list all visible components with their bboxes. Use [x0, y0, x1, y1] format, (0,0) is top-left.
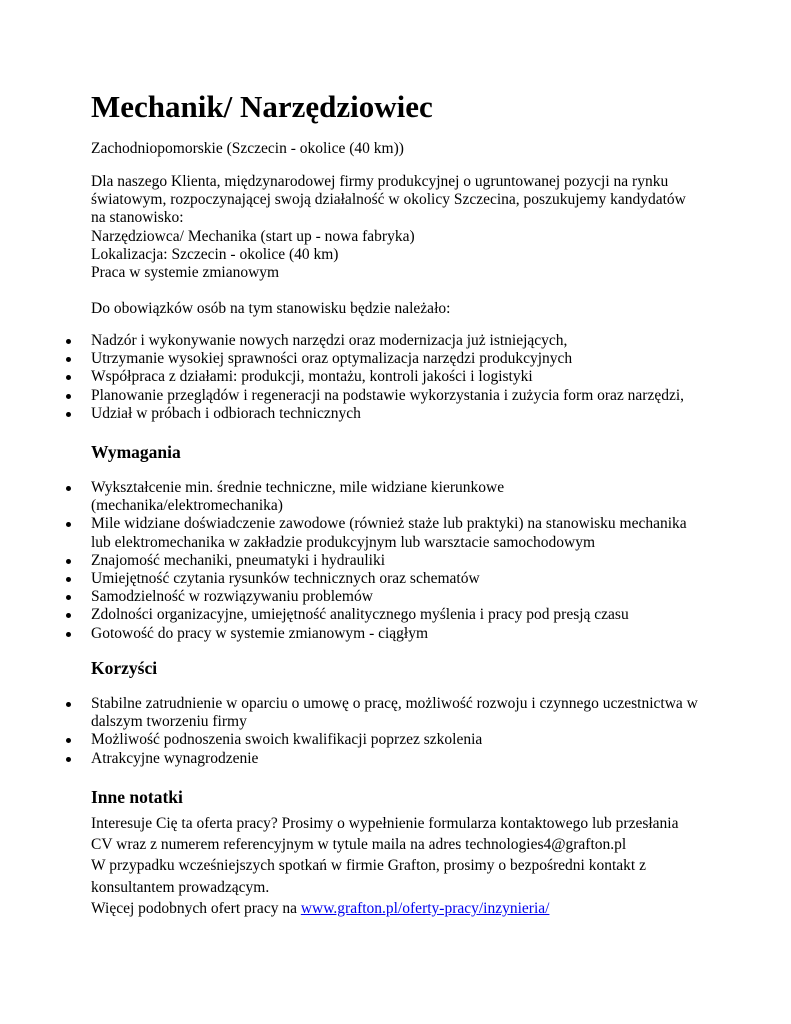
list-item: Nadzór i wykonywanie nowych narzędzi oraz modernizacja już istniejących,	[91, 332, 684, 350]
list-item: Atrakcyjne wynagrodzenie	[91, 750, 698, 768]
list-item: Zdolności organizacyjne, umiejętność analitycznego myślenia i pracy pod presją czasu	[91, 606, 687, 624]
notes-heading: Inne notatki	[91, 787, 183, 807]
notes-line: konsultantem prowadzącym.	[91, 878, 270, 896]
list-item	[91, 695, 698, 731]
notes-line: CV wraz z numerem referencyjnym w tytule maila na adres technologies4@grafton.pl	[91, 836, 627, 854]
list-item-line: (mechanika/elektromechanika)	[91, 497, 283, 515]
list-item	[91, 515, 687, 551]
duties-list	[91, 332, 684, 423]
more-offers-line	[91, 898, 679, 919]
list-item: Udział w próbach i odbiorach technicznych	[91, 405, 684, 423]
benefits-list	[91, 695, 698, 768]
intro-line: Lokalizacja: Szczecin - okolice (40 km)	[91, 245, 339, 263]
intro-paragraph	[91, 173, 686, 282]
intro-line: Narzędziowca/ Mechanika (start up - nowa fabryka)	[91, 227, 415, 245]
list-item: Planowanie przeglądów i regeneracji na podstawie wykorzystania i zużycia form oraz narzędzi,	[91, 386, 685, 404]
list-item-line: Wykształcenie min. średnie techniczne, mile widziane kierunkowe	[91, 479, 505, 496]
list-item: Możliwość podnoszenia swoich kwalifikacji poprzez szkolenia	[91, 731, 698, 749]
notes-line: W przypadku wcześniejszych spotkań w firmie Grafton, prosimy o bezpośredni kontakt z	[91, 857, 646, 875]
intro-line: na stanowisko:	[91, 209, 184, 227]
job-region: Zachodniopomorskie (Szczecin - okolice (40 km))	[91, 140, 404, 157]
requirements-heading: Wymagania	[91, 442, 181, 462]
requirements-list	[91, 479, 687, 643]
duties-heading: Do obowiązków osób na tym stanowisku będzie należało:	[91, 300, 451, 317]
more-offers-prefix: Więcej podobnych ofert pracy na	[91, 899, 301, 917]
intro-line: Dla naszego Klienta, międzynarodowej firmy produkcyjnej o ugruntowanej pozycji na rynku	[91, 173, 669, 190]
list-item: Współpraca z działami: produkcji, montażu, kontroli jakości i logistyki	[91, 368, 684, 386]
page-title: Mechanik/ Narzędziowiec	[91, 89, 433, 124]
more-offers-link[interactable]: www.grafton.pl/oferty-pracy/inzynieria/	[300, 899, 550, 917]
intro-line: Praca w systemie zmianowym	[91, 264, 280, 282]
list-item: Umiejętność czytania rysunków technicznych oraz schematów	[91, 570, 687, 588]
list-item-line: Mile widziane doświadczenie zawodowe (również staże lub praktyki) na stanowisku mechanika	[91, 515, 687, 533]
list-item-line: lub elektromechanika w zakładzie produkcyjnym lub warsztacie samochodowym	[91, 533, 596, 551]
notes-paragraph	[91, 813, 679, 919]
list-item: Znajomość mechaniki, pneumatyki i hydrauliki	[91, 552, 687, 570]
list-item	[91, 479, 687, 515]
benefits-heading: Korzyści	[91, 658, 158, 678]
list-item: Samodzielność w rozwiązywaniu problemów	[91, 588, 687, 606]
list-item-line: Stabilne zatrudnienie w oparciu o umowę o pracę, możliwość rozwoju i czynnego uczestnictwa w	[91, 695, 698, 712]
intro-line: światowym, rozpoczynającej swoją działalność w okolicy Szczecina, poszukujemy kandydatów	[91, 191, 686, 209]
list-item: Utrzymanie wysokiej sprawności oraz optymalizacja narzędzi produkcyjnych	[91, 350, 684, 368]
list-item: Gotowość do pracy w systemie zmianowym - ciągłym	[91, 625, 687, 643]
notes-line: Interesuje Cię ta oferta pracy? Prosimy o wypełnienie formularza kontaktowego lub przesłania	[91, 815, 679, 832]
list-item-line: dalszym tworzeniu firmy	[91, 713, 247, 731]
